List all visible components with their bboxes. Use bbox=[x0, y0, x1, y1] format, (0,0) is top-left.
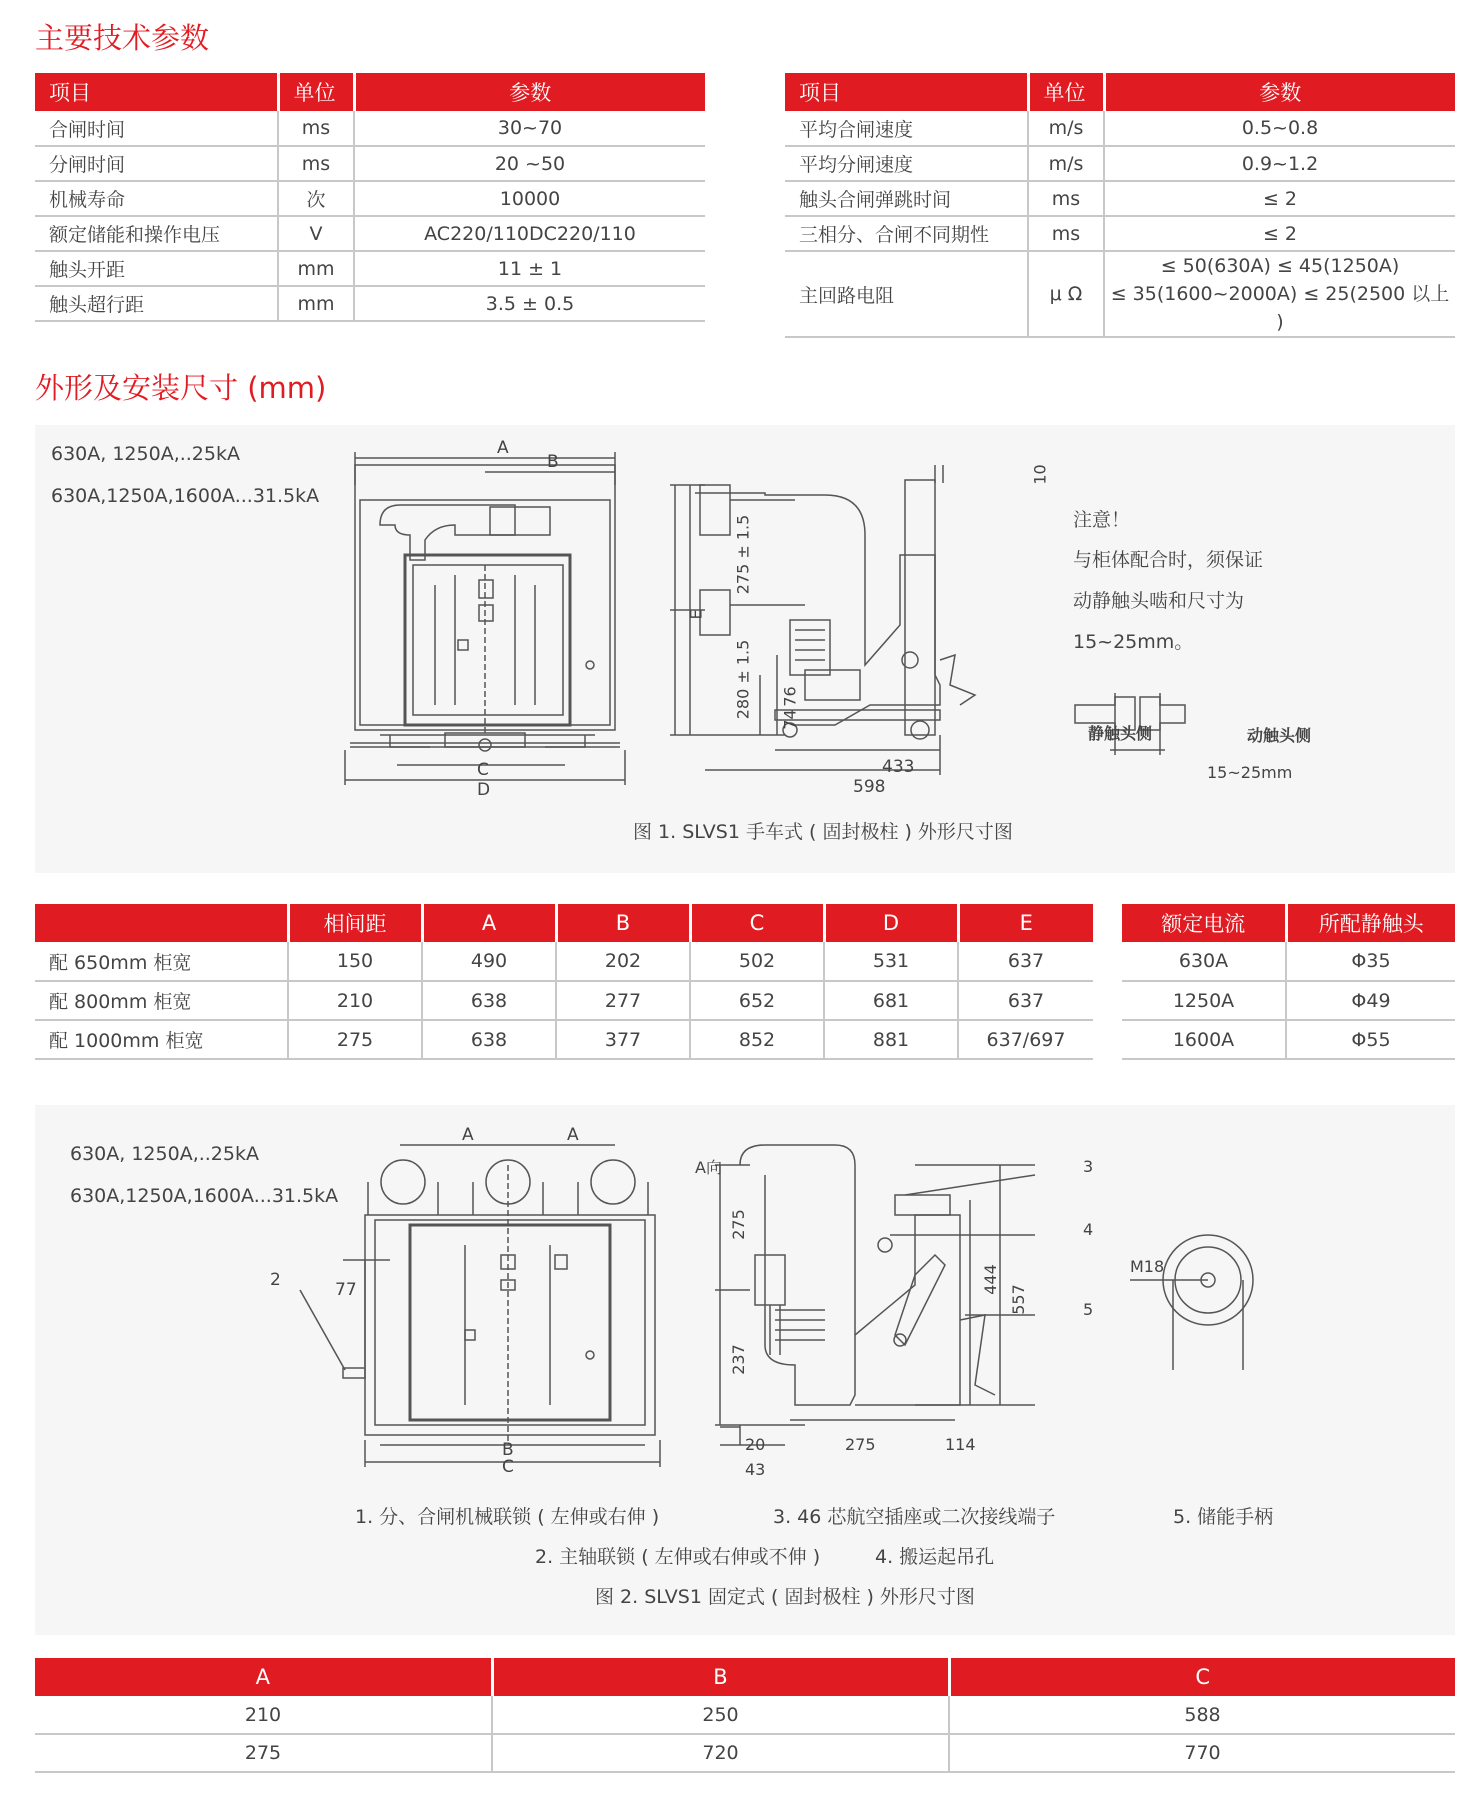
fig2-dim-275: 275 bbox=[728, 1209, 748, 1240]
resistance-item: 主回路电阻 bbox=[785, 251, 1028, 337]
contact-table bbox=[1122, 904, 1455, 1060]
table-cell: 250 bbox=[492, 1696, 949, 1734]
fig2-legend-1: 1. 分、合闸机械联锁 ( 左伸或右伸 ) bbox=[355, 1506, 660, 1528]
col-param: 参数 bbox=[354, 73, 705, 111]
figure-2-panel bbox=[35, 1105, 1455, 1635]
fig1-dim-280: 280 ± 1.5 bbox=[733, 639, 753, 720]
table-row bbox=[1122, 1020, 1455, 1059]
col-rated-current: 额定电流 bbox=[1122, 904, 1286, 942]
table-cell: 770 bbox=[949, 1734, 1455, 1772]
table-cell: 210 bbox=[288, 981, 422, 1020]
section-title-params: 主要技术参数 bbox=[35, 21, 210, 55]
table-cell: 630A bbox=[1122, 942, 1286, 981]
fixed-dimensions-table bbox=[35, 1658, 1455, 1773]
table-row bbox=[785, 146, 1455, 181]
table-cell: 588 bbox=[949, 1696, 1455, 1734]
table-cell: 490 bbox=[422, 942, 556, 981]
fig1-caption: 图 1. SLVS1 手车式 ( 固封极柱 ) 外形尺寸图 bbox=[633, 821, 1013, 843]
dims-col-2: A bbox=[422, 904, 556, 942]
table-cell: ≤ 2 bbox=[1104, 181, 1455, 216]
fig1-dim-b: B bbox=[547, 452, 559, 472]
dims-col-6: E bbox=[958, 904, 1093, 942]
table-cell: 638 bbox=[422, 1020, 556, 1059]
fig1-dim-275: 275 ± 1.5 bbox=[733, 514, 753, 595]
fig2-dim-43: 43 bbox=[745, 1460, 766, 1479]
fig2-dim-275-bottom: 275 bbox=[845, 1435, 876, 1454]
fig2-dim-237: 237 bbox=[728, 1344, 748, 1375]
dims-col-4: C bbox=[690, 904, 824, 942]
col-item: 项目 bbox=[785, 73, 1028, 111]
table-cell: 配 650mm 柜宽 bbox=[35, 942, 288, 981]
fig1-dim-a: A bbox=[497, 438, 509, 458]
figure-1-panel bbox=[35, 425, 1455, 873]
params-table-left bbox=[35, 73, 705, 322]
table-row bbox=[35, 1734, 1455, 1772]
col-static-contact: 所配静触头 bbox=[1286, 904, 1455, 942]
table-cell: m/s bbox=[1028, 146, 1104, 181]
table-cell: 275 bbox=[288, 1020, 422, 1059]
table-cell: mm bbox=[278, 251, 354, 286]
table-row bbox=[1122, 981, 1455, 1020]
fig2-dim-444: 444 bbox=[980, 1264, 1000, 1295]
table-cell: 150 bbox=[288, 942, 422, 981]
resistance-value bbox=[1104, 251, 1455, 337]
fig1-dim-76: 76 bbox=[780, 686, 800, 707]
fig2-m18-label: M18 bbox=[1130, 1257, 1165, 1276]
table-cell: 0.5~0.8 bbox=[1104, 111, 1455, 146]
table-cell: 637/697 bbox=[958, 1020, 1093, 1059]
table-cell: 637 bbox=[958, 942, 1093, 981]
fig1-static-side: 静触头侧 bbox=[1088, 724, 1153, 743]
fig1-dim-c: C bbox=[477, 760, 489, 780]
table-cell: Φ49 bbox=[1286, 981, 1455, 1020]
table-cell: V bbox=[278, 216, 354, 251]
table-cell: ms bbox=[278, 111, 354, 146]
table-cell: Φ55 bbox=[1286, 1020, 1455, 1059]
table-cell: 1600A bbox=[1122, 1020, 1286, 1059]
table-row bbox=[35, 181, 705, 216]
fig2-label-3: 3 bbox=[1083, 1157, 1094, 1176]
table-cell: 配 1000mm 柜宽 bbox=[35, 1020, 288, 1059]
table-cell: 275 bbox=[35, 1734, 492, 1772]
table-row bbox=[35, 1696, 1455, 1734]
table-cell: ms bbox=[1028, 216, 1104, 251]
table-cell: 277 bbox=[556, 981, 690, 1020]
table-cell: ≤ 2 bbox=[1104, 216, 1455, 251]
table-cell: 10000 bbox=[354, 181, 705, 216]
table-cell: 531 bbox=[824, 942, 958, 981]
table-row bbox=[35, 111, 705, 146]
col-c: C bbox=[949, 1658, 1455, 1696]
fig1-dim-74: 74 bbox=[780, 709, 800, 730]
table-cell: 分闸时间 bbox=[35, 146, 278, 181]
resistance-line-1: ≤ 50(630A) ≤ 45(1250A) bbox=[1160, 255, 1400, 277]
table-cell: 852 bbox=[690, 1020, 824, 1059]
dims-col-3: B bbox=[556, 904, 690, 942]
table-row bbox=[35, 942, 1093, 981]
params-table-right bbox=[785, 73, 1455, 338]
resistance-line-2: ≤ 35(1600~2000A) ≤ 25(2500 以上 ) bbox=[1110, 283, 1450, 333]
fig1-range-label: 15~25mm bbox=[1207, 763, 1293, 782]
table-cell: 配 800mm 柜宽 bbox=[35, 981, 288, 1020]
table-cell: 377 bbox=[556, 1020, 690, 1059]
fig2-dim-114: 114 bbox=[945, 1435, 976, 1454]
table-cell: Φ35 bbox=[1286, 942, 1455, 981]
table-cell: 652 bbox=[690, 981, 824, 1020]
table-cell: 881 bbox=[824, 1020, 958, 1059]
table-cell: 触头合闸弹跳时间 bbox=[785, 181, 1028, 216]
fig1-note-title: 注意！ bbox=[1073, 509, 1131, 531]
table-cell: 触头超行距 bbox=[35, 286, 278, 321]
table-row bbox=[785, 216, 1455, 251]
fig1-rating-2: 630A,1250A,1600A...31.5kA bbox=[51, 485, 320, 507]
fig2-a-view: A向 bbox=[695, 1158, 722, 1177]
table-cell: m/s bbox=[1028, 111, 1104, 146]
fig2-label-2: 2 bbox=[270, 1270, 281, 1290]
dims-col-0 bbox=[35, 904, 288, 942]
fig2-rating-1: 630A, 1250A,..25kA bbox=[70, 1143, 259, 1165]
section-title-dimensions: 外形及安装尺寸 (mm) bbox=[35, 371, 327, 405]
table-row bbox=[35, 146, 705, 181]
fig2-rating-2: 630A,1250A,1600A...31.5kA bbox=[70, 1185, 339, 1207]
table-cell: 202 bbox=[556, 942, 690, 981]
resistance-unit: μ Ω bbox=[1028, 251, 1104, 337]
table-cell: 30~70 bbox=[354, 111, 705, 146]
fig2-caption: 图 2. SLVS1 固定式 ( 固封极柱 ) 外形尺寸图 bbox=[595, 1586, 975, 1608]
fig2-dim-20: 20 bbox=[745, 1435, 766, 1454]
table-row bbox=[35, 216, 705, 251]
table-row bbox=[1122, 942, 1455, 981]
fig2-legend-2: 2. 主轴联锁 ( 左伸或右伸或不伸 ) bbox=[535, 1546, 821, 1568]
fig1-dim-598: 598 bbox=[853, 777, 886, 797]
fig1-note-line-2: 动静触头啮和尺寸为 bbox=[1073, 590, 1245, 612]
table-cell: 210 bbox=[35, 1696, 492, 1734]
table-cell: ms bbox=[278, 146, 354, 181]
dimensions-table bbox=[35, 904, 1093, 1060]
table-row bbox=[35, 286, 705, 321]
fig2-legend-5: 5. 储能手柄 bbox=[1173, 1506, 1274, 1528]
table-cell: 502 bbox=[690, 942, 824, 981]
table-cell: AC220/110DC220/110 bbox=[354, 216, 705, 251]
table-cell: 681 bbox=[824, 981, 958, 1020]
table-cell: 合闸时间 bbox=[35, 111, 278, 146]
table-cell: 3.5 ± 0.5 bbox=[354, 286, 705, 321]
col-param: 参数 bbox=[1104, 73, 1455, 111]
fig2-label-4: 4 bbox=[1083, 1220, 1094, 1239]
table-cell: mm bbox=[278, 286, 354, 321]
fig1-dim-d: D bbox=[477, 780, 491, 800]
table-cell: 机械寿命 bbox=[35, 181, 278, 216]
table-cell: 额定储能和操作电压 bbox=[35, 216, 278, 251]
col-unit: 单位 bbox=[278, 73, 354, 111]
fig2-label-5: 5 bbox=[1083, 1300, 1094, 1319]
table-cell: 平均合闸速度 bbox=[785, 111, 1028, 146]
fig1-note-line-3: 15~25mm。 bbox=[1073, 631, 1194, 653]
fig2-legend-3: 3. 46 芯航空插座或二次接线端子 bbox=[773, 1506, 1056, 1528]
table-row bbox=[785, 111, 1455, 146]
table-cell: 11 ± 1 bbox=[354, 251, 705, 286]
dims-col-1: 相间距 bbox=[288, 904, 422, 942]
table-row bbox=[35, 981, 1093, 1020]
fig2-dim-a-left: A bbox=[462, 1125, 474, 1145]
table-row bbox=[35, 1020, 1093, 1059]
table-cell: 20 ~50 bbox=[354, 146, 705, 181]
table-row bbox=[35, 251, 705, 286]
fig1-dim-e: E bbox=[686, 609, 706, 620]
col-item: 项目 bbox=[35, 73, 278, 111]
table-cell: 三相分、合闸不同期性 bbox=[785, 216, 1028, 251]
table-cell: ms bbox=[1028, 181, 1104, 216]
col-b: B bbox=[492, 1658, 949, 1696]
fig2-dim-b: B bbox=[502, 1440, 514, 1460]
fig2-dim-77: 77 bbox=[335, 1280, 357, 1300]
table-cell: 触头开距 bbox=[35, 251, 278, 286]
table-cell: 720 bbox=[492, 1734, 949, 1772]
fig2-dim-557: 557 bbox=[1008, 1284, 1028, 1315]
col-a: A bbox=[35, 1658, 492, 1696]
dims-col-5: D bbox=[824, 904, 958, 942]
table-cell: 1250A bbox=[1122, 981, 1286, 1020]
table-row bbox=[785, 181, 1455, 216]
table-cell: 次 bbox=[278, 181, 354, 216]
table-cell: 638 bbox=[422, 981, 556, 1020]
fig1-note-line-1: 与柜体配合时，须保证 bbox=[1073, 549, 1264, 571]
table-cell: 平均分闸速度 bbox=[785, 146, 1028, 181]
fig1-dim-10: 10 bbox=[1030, 464, 1050, 485]
fig2-legend-4: 4. 搬运起吊孔 bbox=[875, 1546, 995, 1568]
fig1-dim-433: 433 bbox=[882, 757, 915, 777]
table-cell: 0.9~1.2 bbox=[1104, 146, 1455, 181]
fig1-moving-side: 动触头侧 bbox=[1247, 726, 1312, 745]
fig2-dim-a-right: A bbox=[567, 1125, 579, 1145]
fig2-dim-c: C bbox=[502, 1457, 514, 1477]
table-cell: 637 bbox=[958, 981, 1093, 1020]
fig1-rating-1: 630A, 1250A,..25kA bbox=[51, 443, 240, 465]
col-unit: 单位 bbox=[1028, 73, 1104, 111]
